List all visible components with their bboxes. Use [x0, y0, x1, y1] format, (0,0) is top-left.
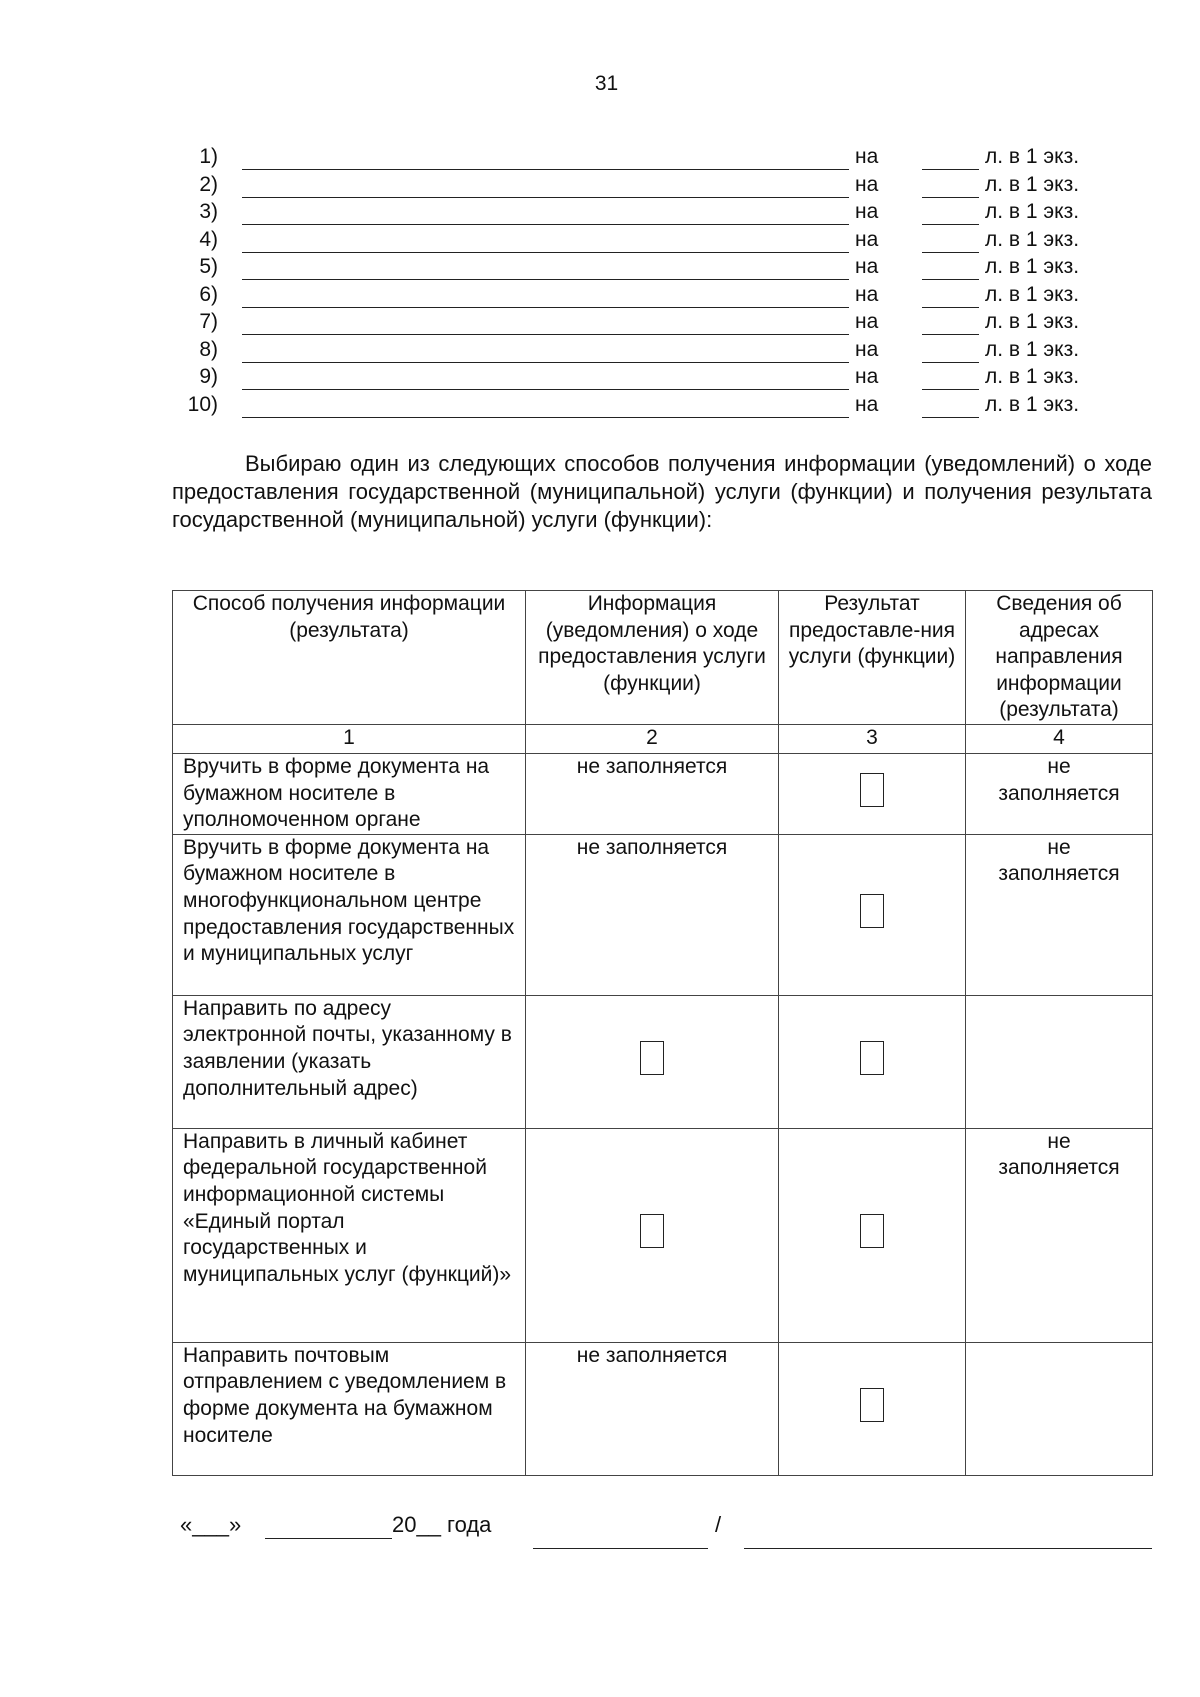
copies-label: л. в 1 экз.: [985, 172, 1080, 196]
not-filled-text: не заполняется: [966, 834, 1153, 995]
attachment-row: [0, 365, 1200, 392]
table-row: [173, 834, 1153, 995]
result-checkbox[interactable]: [860, 773, 884, 807]
copies-label: л. в 1 экз.: [985, 310, 1080, 333]
on-label: на: [855, 337, 879, 361]
attachment-row: [0, 255, 1200, 282]
table-row: [173, 995, 1153, 1128]
pages-count-line[interactable]: [922, 307, 979, 308]
table-row: [173, 1342, 1153, 1475]
method-label: Вручить в форме документа на бумажном носителе в уполномоченном органе: [173, 753, 526, 834]
on-label: на: [855, 255, 879, 278]
attachment-row: [0, 200, 1200, 227]
on-label: на: [855, 227, 879, 251]
copies-label: л. в 1 экз.: [985, 282, 1080, 306]
pages-count-line[interactable]: [922, 252, 979, 253]
pages-count-line[interactable]: [922, 169, 979, 170]
header-result: Результат предоставле-ния услуги (функции): [779, 591, 966, 725]
address-field[interactable]: [966, 1342, 1153, 1475]
attachment-name-line[interactable]: [242, 279, 849, 280]
column-number: 4: [966, 724, 1153, 753]
pages-count-line[interactable]: [922, 389, 979, 390]
attachment-row: [0, 228, 1200, 255]
attachment-number: 2): [199, 172, 218, 196]
delivery-method-paragraph: Выбираю один из следующих способов получения информации (уведомлений) о ходе предоставления государственной (муниципальной) услуги (функции) и получения результата государственной (муниципальной) услуги (функции):: [172, 451, 1152, 532]
attachment-name-line[interactable]: [242, 169, 849, 170]
signature-line[interactable]: [533, 1548, 708, 1549]
attachment-name-line[interactable]: [242, 334, 849, 335]
not-filled-text: не заполняется: [966, 1128, 1153, 1342]
on-label: на: [855, 365, 879, 388]
not-filled-text: не заполняется: [526, 834, 779, 995]
date-day: «___»: [180, 1512, 242, 1537]
method-label: Направить в личный кабинет федеральной государственной информационной системы «Единый портал государственных и муниципальных услуг (функций)»: [173, 1128, 526, 1342]
header-info: Информация (уведомления) о ходе предоставления услуги (функции): [526, 591, 779, 725]
table-row: [173, 1128, 1153, 1342]
attachment-number: 4): [199, 227, 218, 251]
result-checkbox[interactable]: [860, 1214, 884, 1248]
not-filled-text: не заполняется: [526, 1342, 779, 1475]
on-label: на: [855, 172, 879, 196]
copies-label: л. в 1 экз.: [985, 337, 1080, 361]
attachment-number: 3): [199, 200, 218, 223]
attachment-number: 8): [199, 337, 218, 361]
copies-label: л. в 1 экз.: [985, 227, 1080, 251]
pages-count-line[interactable]: [922, 362, 979, 363]
info-checkbox[interactable]: [640, 1041, 664, 1075]
signature-slash: /: [715, 1512, 722, 1537]
method-label: Направить по адресу электронной почты, указанному в заявлении (указать дополнительный адрес): [173, 995, 526, 1128]
copies-label: л. в 1 экз.: [985, 392, 1080, 416]
attachment-name-line[interactable]: [242, 389, 849, 390]
address-field[interactable]: [966, 995, 1153, 1128]
result-checkbox[interactable]: [860, 894, 884, 928]
on-label: на: [855, 200, 879, 223]
result-checkbox[interactable]: [860, 1041, 884, 1075]
copies-label: л. в 1 экз.: [985, 255, 1080, 278]
attachment-number: 9): [199, 365, 218, 388]
attachment-name-line[interactable]: [242, 417, 849, 418]
name-line[interactable]: [744, 1548, 1152, 1549]
on-label: на: [855, 282, 879, 306]
date-month-line[interactable]: [265, 1538, 392, 1539]
method-label: Вручить в форме документа на бумажном носителе в многофункциональном центре предоставления государственных и муниципальных услуг: [173, 834, 526, 995]
attachment-row: [0, 338, 1200, 365]
page-number: 31: [594, 72, 619, 95]
delivery-methods-table: [172, 590, 1153, 1476]
on-label: на: [855, 392, 879, 416]
column-number: 2: [526, 724, 779, 753]
date-year: 20__ года: [392, 1512, 492, 1537]
not-filled-text: не заполняется: [966, 753, 1153, 834]
attachment-name-line[interactable]: [242, 252, 849, 253]
attachment-row: [0, 310, 1200, 337]
attachment-number: 1): [199, 145, 218, 168]
info-checkbox[interactable]: [640, 1214, 664, 1248]
attachment-row: [0, 145, 1200, 172]
pages-count-line[interactable]: [922, 279, 979, 280]
header-method: Способ получения информации (результата): [173, 591, 526, 725]
table-row: [173, 753, 1153, 834]
attachment-number: 7): [199, 310, 218, 333]
pages-count-line[interactable]: [922, 417, 979, 418]
attachment-name-line[interactable]: [242, 224, 849, 225]
pages-count-line[interactable]: [922, 197, 979, 198]
attachment-row: [0, 173, 1200, 200]
attachment-row: [0, 393, 1200, 420]
attachment-number: 5): [199, 255, 218, 278]
attachment-row: [0, 283, 1200, 310]
pages-count-line[interactable]: [922, 224, 979, 225]
copies-label: л. в 1 экз.: [985, 200, 1080, 223]
copies-label: л. в 1 экз.: [985, 145, 1080, 168]
column-number: 3: [779, 724, 966, 753]
attachment-number: 6): [199, 282, 218, 306]
header-addresses: Сведения об адресах направления информации (результата): [966, 591, 1153, 725]
copies-label: л. в 1 экз.: [985, 365, 1080, 388]
on-label: на: [855, 310, 879, 333]
column-number: 1: [173, 724, 526, 753]
attachment-name-line[interactable]: [242, 307, 849, 308]
result-checkbox[interactable]: [860, 1388, 884, 1422]
attachment-name-line[interactable]: [242, 197, 849, 198]
not-filled-text: не заполняется: [526, 753, 779, 834]
attachment-name-line[interactable]: [242, 362, 849, 363]
method-label: Направить почтовым отправлением с уведомлением в форме документа на бумажном носителе: [173, 1342, 526, 1475]
attachment-number: 10): [187, 392, 218, 416]
pages-count-line[interactable]: [922, 334, 979, 335]
on-label: на: [855, 145, 879, 168]
